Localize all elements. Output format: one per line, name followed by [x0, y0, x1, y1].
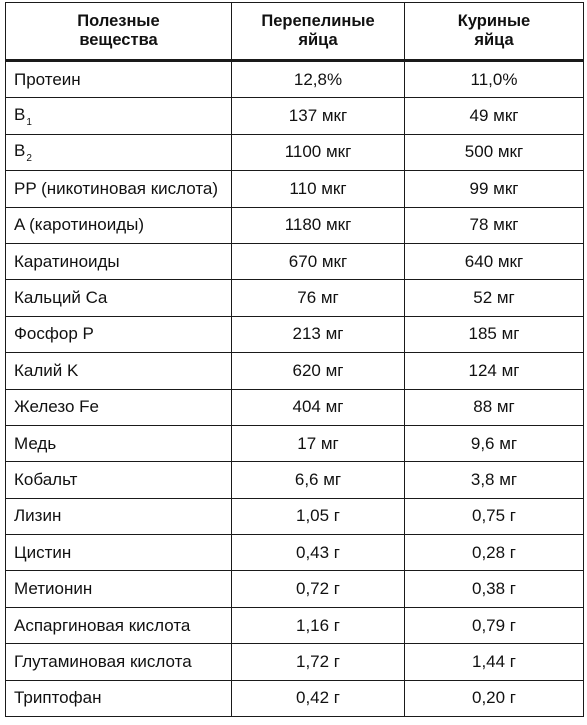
- quail-value-cell: 670 мкг: [232, 243, 405, 279]
- header-quail-eggs: Перепелиные яйца: [232, 3, 405, 61]
- quail-value-cell: 213 мг: [232, 316, 405, 352]
- quail-value-cell: 0,42 г: [232, 680, 405, 716]
- nutrient-subscript: 2: [26, 152, 32, 164]
- quail-value-cell: 76 мг: [232, 280, 405, 316]
- nutrient-name: Фосфор P: [14, 324, 94, 344]
- nutrient-name-cell: [6, 61, 232, 98]
- chicken-value-cell: 124 мг: [405, 353, 584, 389]
- table-row: [6, 644, 584, 680]
- chicken-value-cell: 0,38 г: [405, 571, 584, 607]
- chicken-value-cell: 88 мг: [405, 389, 584, 425]
- nutrient-comparison-table: [5, 2, 584, 717]
- chicken-value-cell: 500 мкг: [405, 134, 584, 170]
- chicken-value-cell: 0,20 г: [405, 680, 584, 716]
- nutrient-name-cell: [6, 644, 232, 680]
- chicken-value-cell: 0,75 г: [405, 498, 584, 534]
- nutrient-name-cell: [6, 571, 232, 607]
- nutrient-name: Железо Fe: [14, 397, 99, 417]
- nutrient-name-cell: [6, 607, 232, 643]
- quail-value-cell: 137 мкг: [232, 98, 405, 134]
- nutrient-name: Цистин: [14, 542, 72, 562]
- nutrient-name-cell: [6, 98, 232, 134]
- nutrient-subscript: 1: [26, 116, 32, 128]
- nutrient-name: Аспаргиновая кислота: [14, 615, 191, 635]
- chicken-value-cell: 0,28 г: [405, 535, 584, 571]
- table-row: [6, 207, 584, 243]
- chicken-value-cell: 1,44 г: [405, 644, 584, 680]
- nutrient-name-cell: [6, 462, 232, 498]
- chicken-value-cell: 9,6 мг: [405, 425, 584, 461]
- header-nutrients: Полезные вещества: [6, 3, 232, 61]
- table-row: [6, 498, 584, 534]
- nutrient-name-cell: [6, 535, 232, 571]
- nutrient-name: Калий K: [14, 360, 79, 380]
- table-row: [6, 389, 584, 425]
- quail-value-cell: 1,72 г: [232, 644, 405, 680]
- nutrient-name: Лизин: [14, 506, 62, 526]
- table-row: [6, 134, 584, 170]
- table-row: [6, 280, 584, 316]
- chicken-value-cell: 78 мкг: [405, 207, 584, 243]
- quail-value-cell: 1180 мкг: [232, 207, 405, 243]
- chicken-value-cell: 99 мкг: [405, 171, 584, 207]
- nutrient-name: B: [14, 140, 26, 160]
- table-row: [6, 243, 584, 279]
- nutrient-name: A (каротиноиды): [14, 215, 145, 235]
- nutrient-name: Протеин: [14, 69, 81, 89]
- quail-value-cell: 6,6 мг: [232, 462, 405, 498]
- nutrient-name: Триптофан: [14, 688, 102, 708]
- table-row: [6, 425, 584, 461]
- nutrient-name: Кобальт: [14, 469, 78, 489]
- table-row: [6, 316, 584, 352]
- nutrient-name-cell: [6, 498, 232, 534]
- nutrient-name: Медь: [14, 433, 57, 453]
- nutrient-name: Каратиноиды: [14, 251, 120, 271]
- quail-value-cell: 1100 мкг: [232, 134, 405, 170]
- nutrient-name: B: [14, 104, 26, 124]
- chicken-value-cell: 0,79 г: [405, 607, 584, 643]
- table-row: [6, 535, 584, 571]
- header-chicken-eggs: Куриные яйца: [405, 3, 584, 61]
- quail-value-cell: 17 мг: [232, 425, 405, 461]
- chicken-value-cell: 11,0%: [405, 61, 584, 98]
- nutrient-name-cell: [6, 389, 232, 425]
- chicken-value-cell: 52 мг: [405, 280, 584, 316]
- table-row: [6, 98, 584, 134]
- nutrient-name-cell: [6, 316, 232, 352]
- table-row: [6, 353, 584, 389]
- table-row: [6, 171, 584, 207]
- chicken-value-cell: 640 мкг: [405, 243, 584, 279]
- nutrient-name-cell: [6, 134, 232, 170]
- nutrient-name: Глутаминовая кислота: [14, 651, 192, 671]
- nutrient-name: Метионин: [14, 579, 93, 599]
- chicken-value-cell: 49 мкг: [405, 98, 584, 134]
- quail-value-cell: 110 мкг: [232, 171, 405, 207]
- nutrient-name-cell: [6, 680, 232, 716]
- nutrient-name-cell: [6, 353, 232, 389]
- quail-value-cell: 1,05 г: [232, 498, 405, 534]
- table-body: [6, 61, 584, 717]
- quail-value-cell: 404 мг: [232, 389, 405, 425]
- chicken-value-cell: 3,8 мг: [405, 462, 584, 498]
- quail-value-cell: 12,8%: [232, 61, 405, 98]
- nutrient-name-cell: [6, 243, 232, 279]
- nutrient-name-cell: [6, 171, 232, 207]
- nutrient-name: PP (никотиновая кислота): [14, 178, 219, 198]
- header-row: [6, 3, 584, 61]
- quail-value-cell: 0,72 г: [232, 571, 405, 607]
- table-row: [6, 61, 584, 98]
- quail-value-cell: 620 мг: [232, 353, 405, 389]
- table-row: [6, 462, 584, 498]
- quail-value-cell: 0,43 г: [232, 535, 405, 571]
- quail-value-cell: 1,16 г: [232, 607, 405, 643]
- nutrient-name: Кальций Ca: [14, 288, 108, 308]
- nutrient-name-cell: [6, 280, 232, 316]
- table-row: [6, 680, 584, 716]
- table-row: [6, 571, 584, 607]
- chicken-value-cell: 185 мг: [405, 316, 584, 352]
- nutrient-name-cell: [6, 425, 232, 461]
- table-row: [6, 607, 584, 643]
- nutrient-name-cell: [6, 207, 232, 243]
